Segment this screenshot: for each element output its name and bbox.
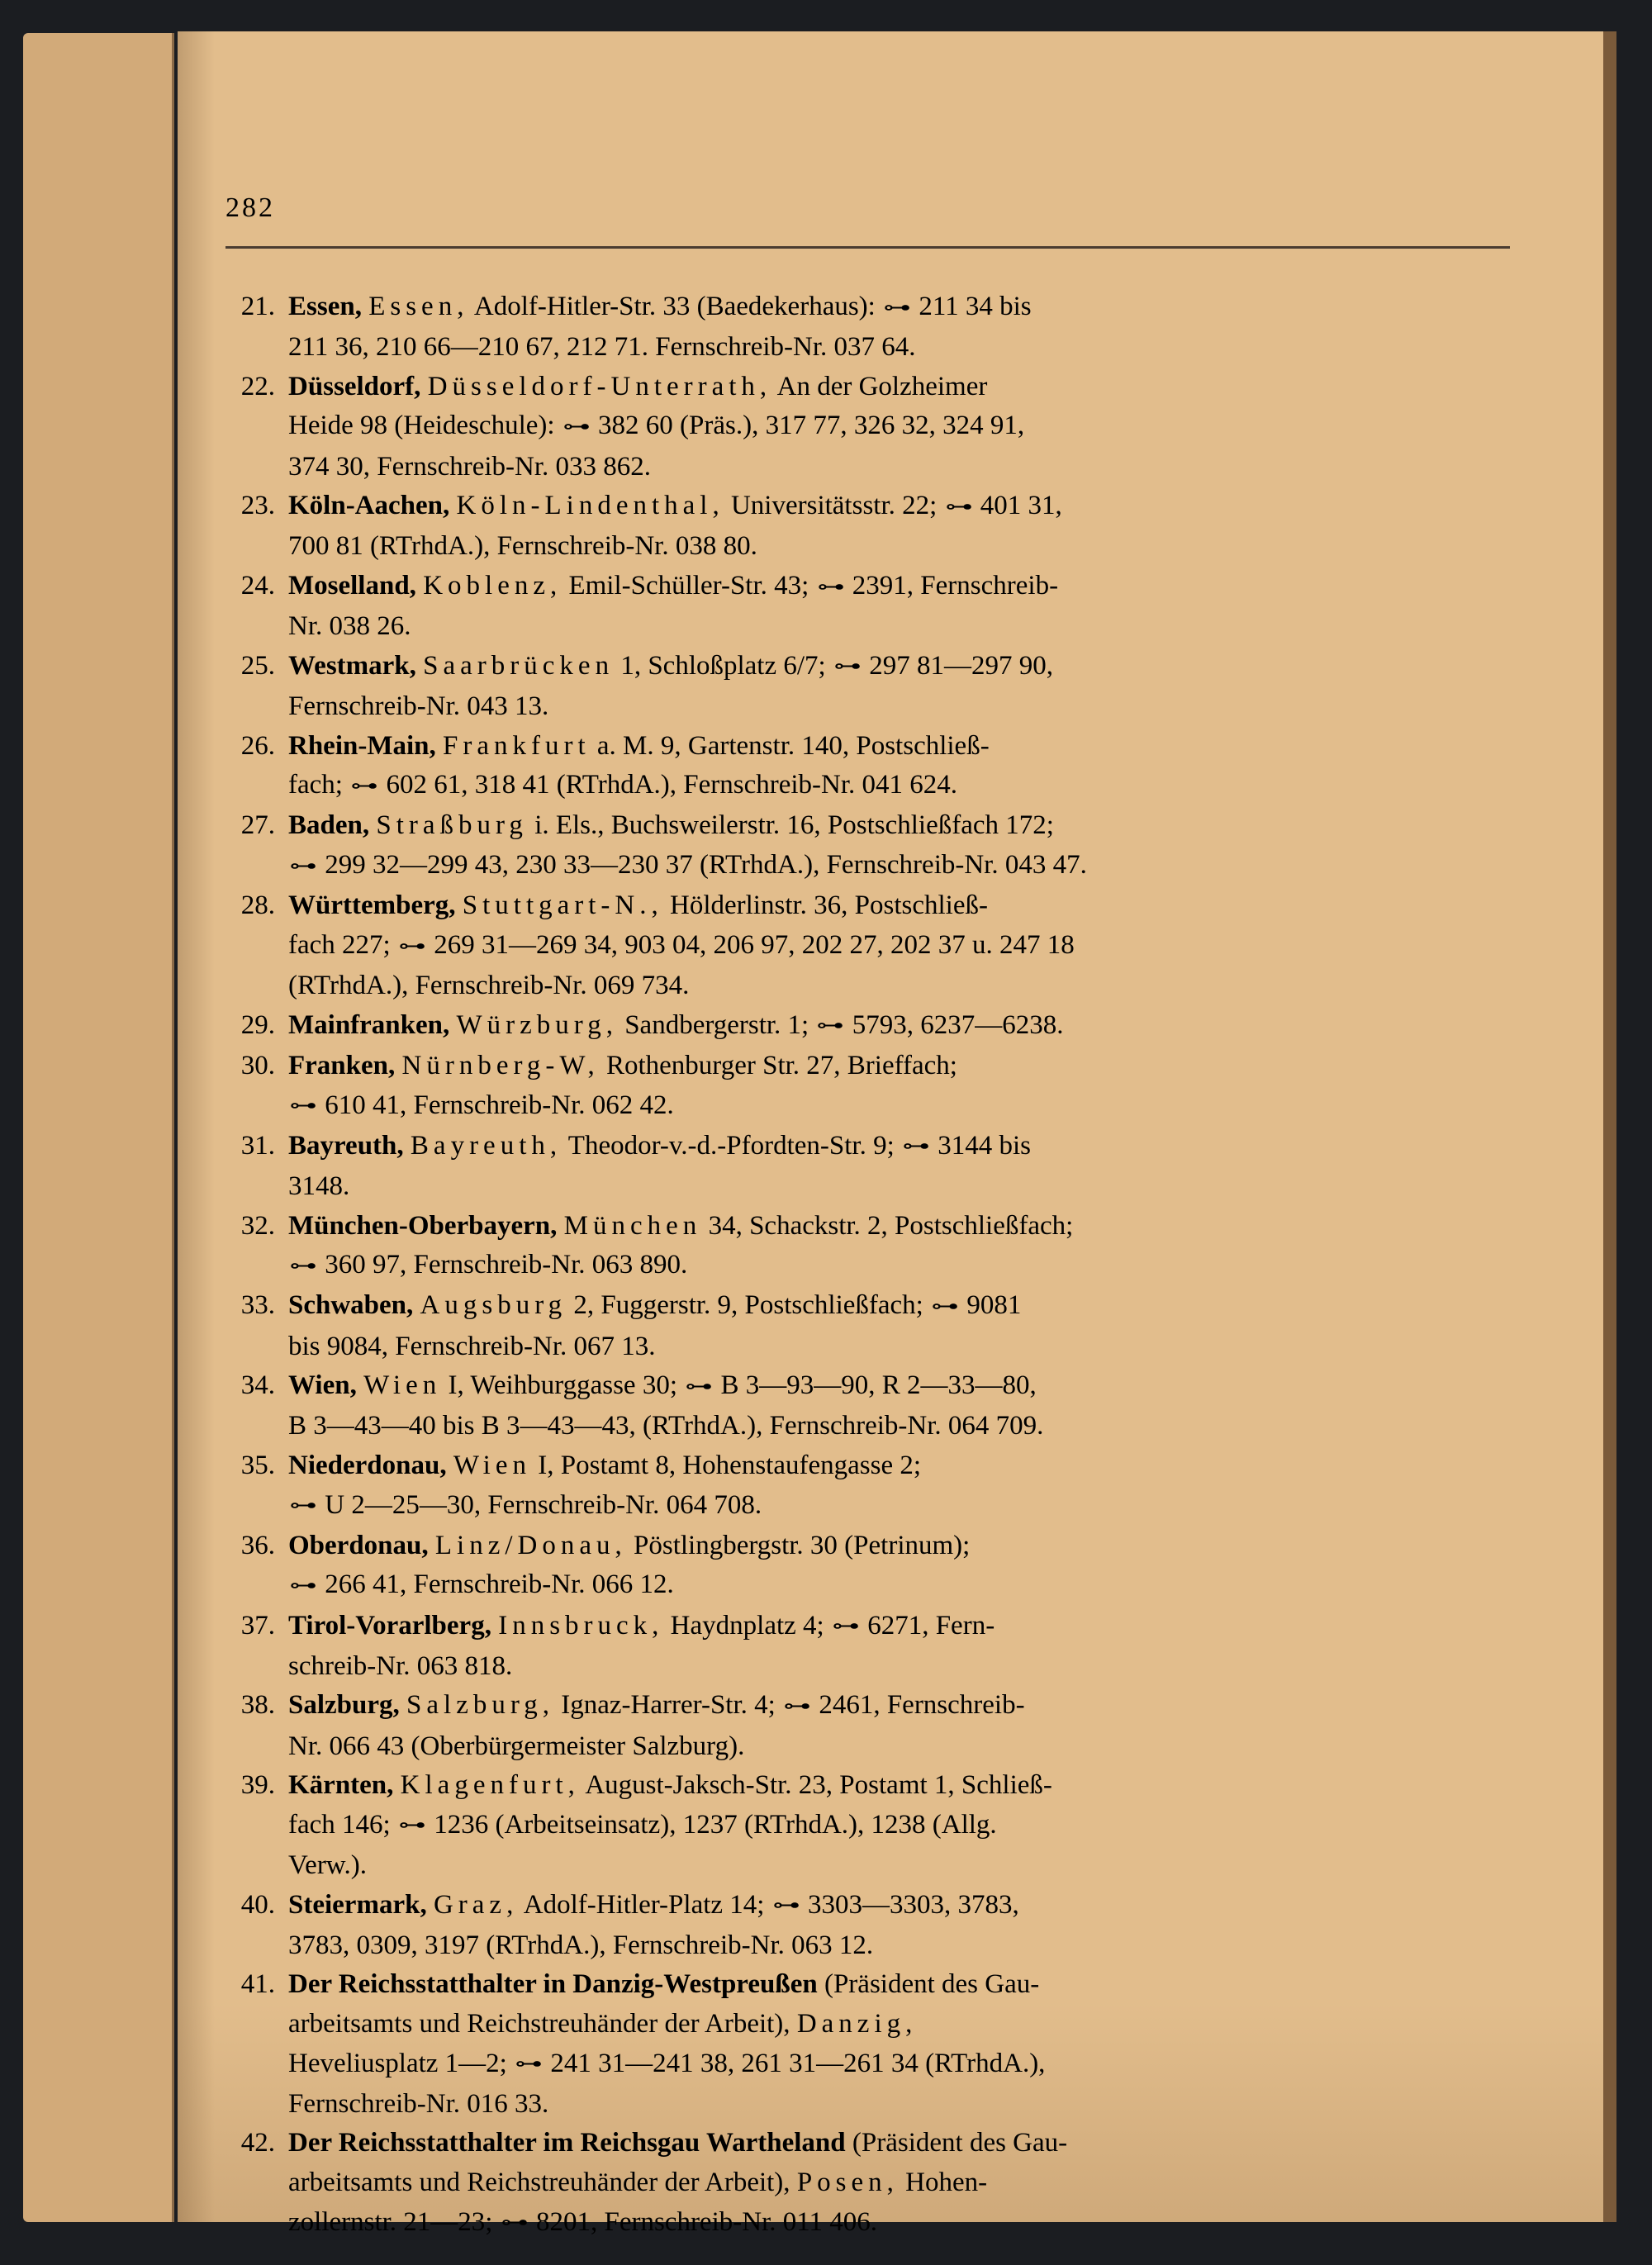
entry-number: 40. [240,1889,275,1920]
list-item [225,1965,1510,2124]
telephone-icon: ⊶ [931,1295,959,1318]
city-name: Saarbrücken [423,650,615,681]
city-name: Klagenfurt, [400,1770,580,1801]
district-name: Essen, [288,292,362,321]
entry-number: 33. [240,1290,275,1321]
entry-text: 8201, Fernschreib-Nr. 011 406. [535,2206,878,2237]
entry-text: 6271, Fern- [867,1610,995,1641]
entry-text: B 3—43—40 bis B 3—43—43, (RTrhdA.), Fernschreib-Nr. 064 709. [288,1411,1044,1441]
list-item [225,1127,1510,1207]
telephone-icon: ⊶ [816,1015,845,1038]
district-name: Der Reichsstatthalter im Reichsgau Wartheland [288,2128,846,2158]
list-item [225,1366,1510,1446]
entry-text: Fernschreib-Nr. 016 33. [288,2088,549,2119]
entry-number: 23. [240,491,275,521]
entry-number: 35. [240,1450,275,1480]
city-name: Straßburg [376,810,528,841]
entry-number: 36. [240,1530,275,1560]
entry-text: I, Weihburggasse 30; [448,1370,677,1401]
city-name: Salzburg, [406,1690,554,1721]
entry-list [225,287,1510,2244]
telephone-icon: ⊶ [944,496,973,518]
district-name: Steiermark, [288,1889,427,1920]
entry-number: 29. [240,1009,275,1040]
entry-text: Nr. 038 26. [288,611,411,642]
entry-text: 9081 [966,1290,1022,1321]
city-name: Frankfurt [443,730,591,761]
telephone-icon: ⊶ [771,1895,800,1917]
district-name: Tirol-Vorarlberg, [288,1610,491,1641]
telephone-icon: ⊶ [289,1575,317,1597]
city-name: Innsbruck, [498,1610,664,1641]
entry-text: bis 9084, Fernschreib-Nr. 067 13. [288,1331,656,1361]
entry-text: Heide 98 (Heideschule): [288,411,555,441]
entry-text: 241 31—241 38, 261 31—261 34 (RTrhdA.), [550,2048,1046,2078]
entry-number: 21. [240,292,275,321]
telephone-icon: ⊶ [500,2212,529,2234]
district-name: Oberdonau, [288,1530,429,1560]
district-name: München-Oberbayern, [288,1210,558,1241]
telephone-icon: ⊶ [350,775,379,797]
district-name: Köln-Aachen, [288,491,450,521]
city-name: Essen, [368,292,469,321]
entry-text: Haydnplatz 4; [670,1610,824,1641]
entry-number: 42. [240,2128,275,2158]
entry-text: 2391, Fernschreib- [852,571,1059,601]
entry-text: fach; [288,770,343,800]
entry-text: Ignaz-Harrer-Str. 4; [561,1690,776,1721]
list-item [225,1886,1510,1966]
entry-number: 25. [240,650,275,681]
book-spine [1603,31,1616,2222]
entry-text: Theodor-v.-d.-Pfordten-Str. 9; [567,1130,895,1161]
telephone-icon: ⊶ [685,1375,714,1398]
city-name: Würzburg, [456,1009,618,1040]
district-name: Niederdonau, [288,1450,447,1480]
entry-text: (RTrhdA.), Fernschreib-Nr. 069 734. [288,971,690,1001]
telephone-icon: ⊶ [398,1815,426,1837]
list-item [225,287,1510,368]
telephone-icon: ⊶ [902,1136,930,1158]
entry-text: B 3—93—90, R 2—33—80, [720,1370,1037,1401]
city-name: Nürnberg-W, [401,1050,600,1080]
entry-text: fach 227; [288,929,391,960]
entry-number: 26. [240,730,275,761]
entry-number: 38. [240,1690,275,1721]
city-name: Danzig, [796,2009,918,2039]
entry-text: zollernstr. 21—23; [288,2206,493,2237]
entry-number: 31. [240,1130,275,1161]
city-name: Wien [453,1450,532,1480]
list-item [225,567,1510,647]
entry-text: Sandbergerstr. 1; [624,1009,809,1040]
entry-number: 32. [240,1210,275,1241]
entry-text: 5793, 6237—6238. [852,1009,1064,1040]
entry-text: Nr. 066 43 (Oberbürgermeister Salzburg). [288,1731,745,1761]
book-page-edges [23,33,172,2222]
entry-text: 3148. [288,1170,350,1201]
entry-text: 3303—3303, 3783, [807,1889,1019,1920]
entry-text: 3783, 0309, 3197 (RTrhdA.), Fernschreib-Nr. 063 12. [288,1930,874,1960]
list-item [225,1446,1510,1527]
entry-text: Adolf-Hitler-Platz 14; [523,1889,765,1920]
entry-text: (Präsident des Gau- [852,2128,1068,2158]
telephone-icon: ⊶ [289,855,317,877]
entry-text: U 2—25—30, Fernschreib-Nr. 064 708. [325,1489,762,1520]
city-name: Düsseldorf-Unterrath, [427,371,772,401]
list-item [225,368,1510,487]
district-name: Schwaben, [288,1290,414,1321]
list-item [225,727,1510,807]
entry-text: 700 81 (RTrhdA.), Fernschreib-Nr. 038 80. [288,531,757,562]
district-name: Bayreuth, [288,1130,404,1161]
entry-text: arbeitsamts und Reichstreuhänder der Arbeit), [288,2168,790,2198]
city-name: Posen, [796,2168,899,2198]
entry-text: 2, Fuggerstr. 9, Postschließfach; [573,1290,923,1321]
header-rule [225,246,1510,249]
entry-text: 382 60 (Präs.), 317 77, 326 32, 324 91, [598,411,1025,441]
city-name: Wien [363,1370,442,1401]
entry-text: 374 30, Fernschreib-Nr. 033 862. [288,451,652,482]
list-item [225,1686,1510,1766]
entry-text: Rothenburger Str. 27, Brieffach; [605,1050,957,1080]
telephone-icon: ⊶ [883,297,911,319]
district-name: Mainfranken, [288,1009,450,1040]
telephone-icon: ⊶ [289,1095,317,1118]
entry-text: 211 36, 210 66—210 67, 212 71. Fernschreib-Nr. 037 64. [288,332,916,363]
entry-text: Hohen- [905,2168,988,2198]
entry-number: 37. [240,1610,275,1641]
entry-text: 211 34 bis [919,292,1032,321]
entry-text: Fernschreib-Nr. 043 13. [288,691,549,722]
entry-text: i. Els., Buchsweilerstr. 16, Postschließfach 172; [534,810,1054,841]
list-item [225,886,1510,1005]
district-name: Der Reichsstatthalter in Danzig-Westpreußen [288,1969,818,2000]
telephone-icon: ⊶ [289,1255,317,1277]
entry-text: August-Jaksch-Str. 23, Postamt 1, Schließ- [585,1770,1052,1801]
list-item [225,806,1510,886]
telephone-icon: ⊶ [398,935,426,957]
district-name: Wien, [288,1370,357,1401]
entry-text: schreib-Nr. 063 818. [288,1650,513,1681]
list-item [225,1527,1510,1607]
city-name: Augsburg [420,1290,567,1321]
entry-text: An der Golzheimer [776,371,988,401]
district-name: Westmark, [288,650,416,681]
entry-text: 34, Schackstr. 2, Postschließfach; [708,1210,1074,1241]
telephone-icon: ⊶ [562,416,591,439]
entry-text: fach 146; [288,1809,391,1840]
telephone-icon: ⊶ [832,1616,860,1638]
entry-text: I, Postamt 8, Hohenstaufengasse 2; [538,1450,922,1480]
entry-text: 1, Schloßplatz 6/7; [620,650,826,681]
entry-number: 28. [240,890,275,921]
city-name: Koblenz, [423,571,563,601]
city-name: Graz, [433,1889,519,1920]
entry-text: Heveliusplatz 1—2; [288,2048,507,2078]
list-item [225,1047,1510,1127]
list-item [225,487,1510,567]
list-item [225,1006,1510,1047]
district-name: Franken, [288,1050,396,1080]
list-item [225,1607,1510,1687]
entry-text: Emil-Schüller-Str. 43; [568,571,809,601]
entry-text: 269 31—269 34, 903 04, 206 97, 202 27, 202 37 u. 247 18 [434,929,1075,960]
list-item [225,2124,1510,2243]
list-item [225,1286,1510,1366]
district-name: Rhein-Main, [288,730,436,761]
entry-text: 297 81—297 90, [869,650,1053,681]
city-name: Linz/Donau, [434,1530,627,1560]
entry-text: Hölderlinstr. 36, Postschließ- [670,890,988,921]
district-name: Württemberg, [288,890,456,921]
entry-text: 299 32—299 43, 230 33—230 37 (RTrhdA.), Fernschreib-Nr. 043 47. [325,850,1087,881]
city-name: Bayreuth, [410,1130,563,1161]
page-number: 282 [225,192,275,223]
entry-text: (Präsident des Gau- [824,1969,1040,2000]
district-name: Salzburg, [288,1690,400,1721]
district-name: Kärnten, [288,1770,394,1801]
entry-number: 34. [240,1370,275,1401]
entry-number: 41. [240,1969,275,2000]
entry-text: 602 61, 318 41 (RTrhdA.), Fernschreib-Nr. 041 624. [386,770,958,800]
entry-number: 39. [240,1770,275,1801]
entry-text: Verw.). [288,1850,367,1881]
list-item [225,1766,1510,1885]
entry-number: 24. [240,571,275,601]
entry-text: arbeitsamts und Reichstreuhänder der Arbeit), [288,2009,790,2039]
list-item [225,1207,1510,1287]
telephone-icon: ⊶ [289,1495,317,1517]
entry-text: 1236 (Arbeitseinsatz), 1237 (RTrhdA.), 1238 (Allg. [434,1809,997,1840]
district-name: Düsseldorf, [288,371,421,401]
telephone-icon: ⊶ [833,656,862,678]
district-name: Moselland, [288,571,416,601]
entry-text: a. M. 9, Gartenstr. 140, Postschließ- [596,730,990,761]
entry-text: Adolf-Hitler-Str. 33 (Baedekerhaus): [473,292,876,321]
entry-text: 360 97, Fernschreib-Nr. 063 890. [325,1250,688,1280]
telephone-icon: ⊶ [816,576,845,598]
city-name: Köln-Lindenthal, [456,491,724,521]
entry-number: 27. [240,810,275,841]
entry-text: 401 31, [980,491,1062,521]
city-name: München [563,1210,702,1241]
entry-number: 30. [240,1050,275,1080]
telephone-icon: ⊶ [783,1696,811,1718]
entry-text: 266 41, Fernschreib-Nr. 066 12. [325,1569,674,1600]
entry-number: 22. [240,371,275,401]
entry-text: Pöstlingbergstr. 30 (Petrinum); [634,1530,971,1560]
entry-text: Universitätsstr. 22; [730,491,938,521]
city-name: Stuttgart-N., [462,890,663,921]
telephone-icon: ⊶ [515,2054,543,2076]
entry-text: 2461, Fernschreib- [819,1690,1025,1721]
district-name: Baden, [288,810,370,841]
entry-text: 3144 bis [938,1130,1031,1161]
list-item [225,647,1510,727]
entry-text: 610 41, Fernschreib-Nr. 062 42. [325,1090,674,1120]
